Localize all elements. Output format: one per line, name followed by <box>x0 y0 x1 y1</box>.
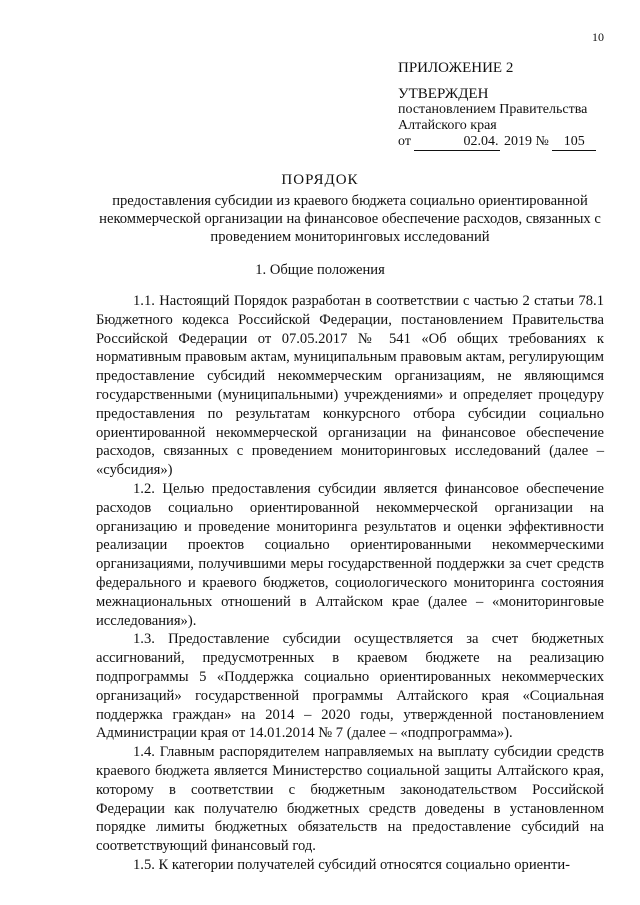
paragraph-1-2: 1.2. Целью предоставления субсидии является финансовое обеспечение расходов социально ориентированной некоммерческой организации на организацию и проведение мониторинга результатов и оценки эффективности реализации проектов социально ориентированными некоммерческими организациями, получившими меры государственной поддержки за счет средств федерального и краевого бюджетов, социологического мониторинга состояния межнациональных отношений в Алтайском крае (далее – «мониторинговые исследования»). <box>96 480 604 629</box>
approval-number: 105 <box>552 134 596 151</box>
approval-year: 2019 <box>503 134 532 149</box>
from-label: от <box>398 134 411 149</box>
approved-by-line2: Алтайского края <box>398 118 497 133</box>
document-title: ПОРЯДОК <box>281 172 359 188</box>
paragraph-1-1: 1.1. Настоящий Порядок разработан в соответствии с частью 2 статьи 78.1 Бюджетного кодекса Российской Федерации, постановлением Правительства Российской Федерации от 07.05.2017 № 541 «Об общих требованиях к нормативным правовым актам, муниципальным правовым актам, регулирующим предоставление субсидий некоммерческим организациям, не являющимся государственными (муниципальными) учреждениями» и определяет процедуру предоставления по результатам конкурсного отбора субсидии социально ориентированной некоммерческой организации на финансовое обеспечение расходов, связанных с проведением мониторинговых исследований (далее – «субсидия») <box>96 293 604 479</box>
paragraph-1-4: 1.4. Главным распорядителем направляемых на выплату субсидии средств краевого бюджета является Министерство социальной защиты Алтайского края, которому в соответствии с бюджетным законодательством Российской Федерации как получателю бюджетных средств доведены в установленном порядке лимиты бюджетных обязательств на предоставление субсидий на соответствующий финансовый год. <box>96 744 604 855</box>
number-sign: № <box>535 134 549 149</box>
document-subtitle: предоставления субсидии из краевого бюджета социально ориентированной некоммерческой организации на финансовое обеспечение расходов, связанных с проведением мониторинговых исследований <box>99 193 601 245</box>
approval-date-row <box>398 134 596 151</box>
approved-by-line1: постановлением Правительства <box>398 102 588 117</box>
section-heading: 1. Общие положения <box>255 262 385 278</box>
appendix-label: ПРИЛОЖЕНИЕ 2 <box>398 60 514 76</box>
paragraph-1-5: 1.5. К категории получателей субсидий относятся социально ориенти- <box>133 856 570 873</box>
approval-date: 02.04. <box>414 134 500 151</box>
approved-label: УТВЕРЖДЕН <box>398 86 489 102</box>
document-body <box>96 292 604 875</box>
paragraph-1-3: 1.3. Предоставление субсидии осуществляется за счет бюджетных ассигнований, предусмотренных в краевом бюджете на реализацию подпрограммы 5 «Поддержка социально ориентированных некоммерческих организаций» государственной программы Алтайского края «Социальная поддержка граждан» на 2014 – 2020 годы, утвержденной постановлением Администрации края от 14.01.2014 № 7 (далее – «подпрограмма»). <box>96 631 604 742</box>
page-number: 10 <box>592 30 604 44</box>
approval-block <box>398 60 596 151</box>
